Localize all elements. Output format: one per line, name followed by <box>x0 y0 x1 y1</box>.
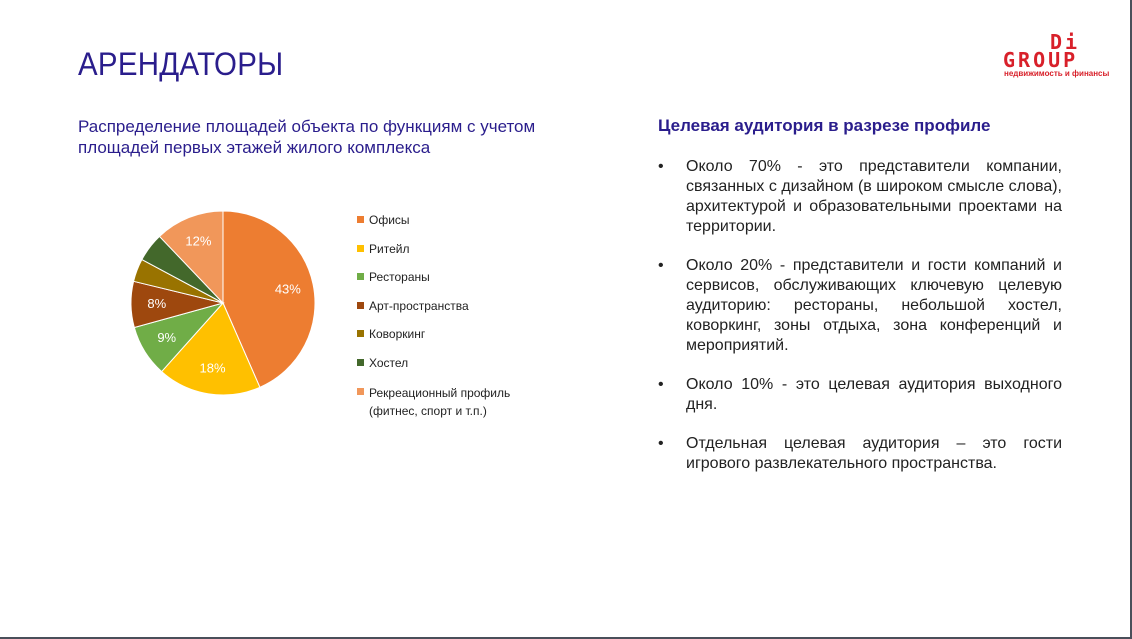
logo-group-text: GROUP <box>1003 48 1079 72</box>
bullet-dot: • <box>658 376 664 393</box>
pie-data-label-2: 18% <box>199 360 226 376</box>
legend-label: Хостел <box>369 355 409 370</box>
logo-di-text: Di <box>1050 30 1081 54</box>
pie-data-label-4: 8% <box>147 296 167 312</box>
legend-swatch <box>357 273 364 280</box>
company-logo <box>1000 30 1130 80</box>
audience-bullet <box>658 375 1062 415</box>
legend-swatch <box>357 302 364 309</box>
audience-bullet-list <box>658 157 1062 493</box>
legend-swatch <box>357 245 364 252</box>
pie-chart <box>120 220 330 430</box>
legend-swatch <box>357 330 364 337</box>
bullet-text: Около 70% - это представители компании, связанных с дизайном (в широком смысле слова), архитектурой и образовательными проектами на территории. <box>686 158 1062 235</box>
bullet-text: Около 10% - это целевая аудитория выходного дня. <box>686 376 1062 413</box>
legend-label: Арт-пространства <box>369 298 469 313</box>
audience-bullet <box>658 157 1062 237</box>
audience-bullet <box>658 256 1062 356</box>
audience-heading: Целевая аудитория в разрезе профиле <box>658 116 991 135</box>
audience-bullet <box>658 434 1062 474</box>
pie-data-label-3: 9% <box>157 329 177 345</box>
pie-data-label-7: 12% <box>185 233 212 249</box>
chart-subtitle: Распределение площадей объекта по функциям с учетом площадей первых этажей жилого комплекса <box>78 117 536 157</box>
logo-tagline: недвижимость и финансы <box>1004 69 1110 78</box>
legend-label: Ритейл <box>369 241 410 256</box>
slide-title: АРЕНДАТОРЫ <box>78 46 284 82</box>
legend-label: Рекреационный профиль (фитнес, спорт и т.п.) <box>369 385 511 418</box>
pie-data-label-1: 43% <box>274 281 301 297</box>
legend-swatch <box>357 359 364 366</box>
legend-label: Офисы <box>369 213 410 227</box>
bullet-dot: • <box>658 257 664 274</box>
bullet-dot: • <box>658 435 664 452</box>
legend-label: Коворкинг <box>369 327 426 342</box>
legend-swatch <box>357 388 364 395</box>
legend-swatch <box>357 216 364 223</box>
bullet-text: Отдельная целевая аудитория – это гости игрового развлекательного пространства. <box>686 435 1062 472</box>
bullet-text: Около 20% - представители и гости компаний и сервисов, обслуживающих ключевую целевую аудиторию: рестораны, небольшой хостел, коворкинг, зоны отдыха, зона конференций и мероприятий. <box>686 257 1062 354</box>
bullet-dot: • <box>658 158 664 175</box>
legend-label: Рестораны <box>369 270 430 285</box>
